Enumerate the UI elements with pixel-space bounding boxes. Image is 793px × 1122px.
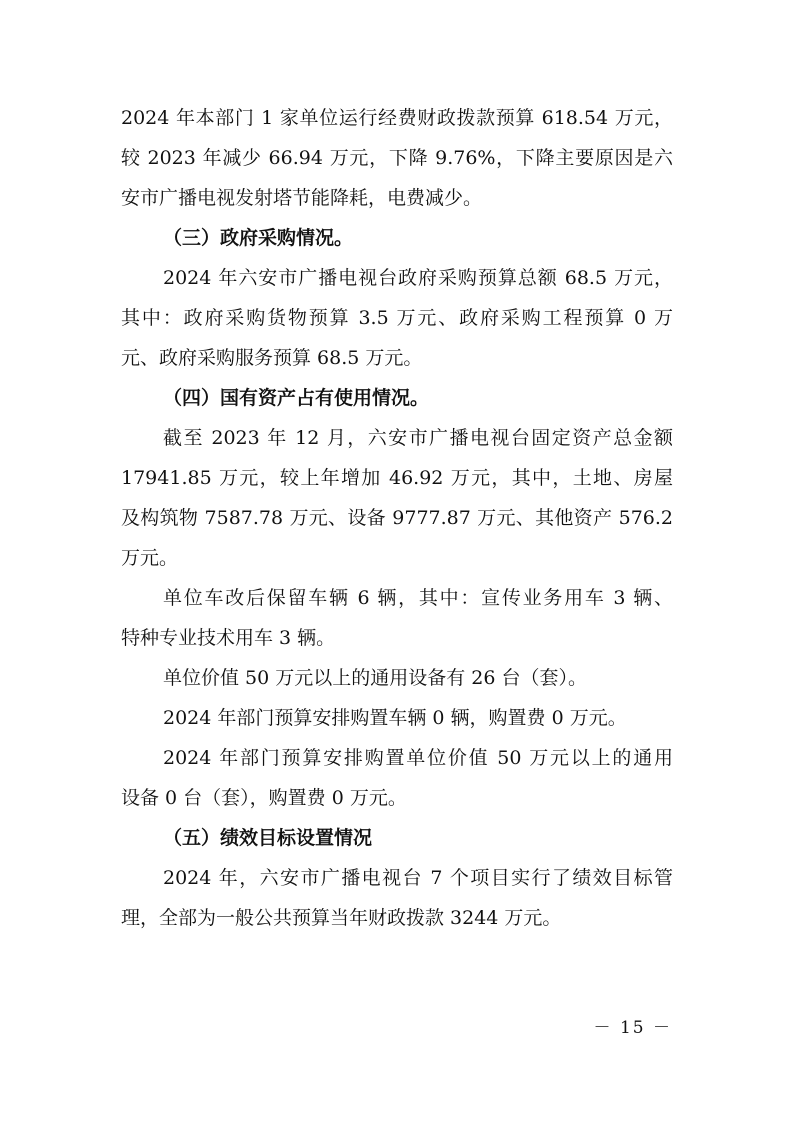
- paragraph-line: 安市广播电视发射塔节能降耗，电费减少。: [121, 187, 483, 209]
- paragraph-line: 单位价值 50 万元以上的通用设备有 26 台（套）。: [163, 667, 588, 689]
- section-heading: （三）政府采购情况。: [163, 227, 354, 249]
- paragraph-line: 元、政府采购服务预算 68.5 万元。: [121, 347, 423, 369]
- paragraph-line: 2024 年，六安市广播电视台 7 个项目实行了绩效目标管: [163, 867, 673, 889]
- paragraph-line: 万元。: [121, 547, 179, 569]
- paragraph-line: 其中：政府采购货物预算 3.5 万元、政府采购工程预算 0 万: [121, 307, 673, 329]
- page-number: － 15 －: [593, 1018, 672, 1038]
- paragraph-line: 设备 0 台（套），购置费 0 万元。: [121, 787, 407, 809]
- paragraph-line: 2024 年六安市广播电视台政府采购预算总额 68.5 万元，: [163, 267, 673, 289]
- paragraph-line: 17941.85 万元，较上年增加 46.92 万元，其中，土地、房屋: [121, 467, 673, 489]
- section-heading: （五）绩效目标设置情况: [163, 827, 373, 849]
- paragraph-line: 2024 年部门预算安排购置单位价值 50 万元以上的通用: [163, 747, 673, 769]
- paragraph-line: 2024 年本部门 1 家单位运行经费财政拨款预算 618.54 万元，: [121, 107, 673, 129]
- paragraph-line: 特种专业技术用车 3 辆。: [121, 627, 336, 649]
- paragraph-line: 单位车改后保留车辆 6 辆，其中：宣传业务用车 3 辆、: [163, 587, 673, 609]
- paragraph-line: 2024 年部门预算安排购置车辆 0 辆，购置费 0 万元。: [163, 707, 627, 729]
- paragraph-line: 及构筑物 7587.78 万元、设备 9777.87 万元、其他资产 576.2: [121, 507, 673, 529]
- paragraph-line: 较 2023 年减少 66.94 万元，下降 9.76%，下降主要原因是六: [121, 147, 673, 169]
- paragraph-line: 理，全部为一般公共预算当年财政拨款 3244 万元。: [121, 907, 562, 929]
- section-heading: （四）国有资产占有使用情况。: [163, 387, 430, 409]
- paragraph-line: 截至 2023 年 12 月，六安市广播电视台固定资产总金额: [163, 427, 673, 449]
- document-body: [121, 98, 673, 938]
